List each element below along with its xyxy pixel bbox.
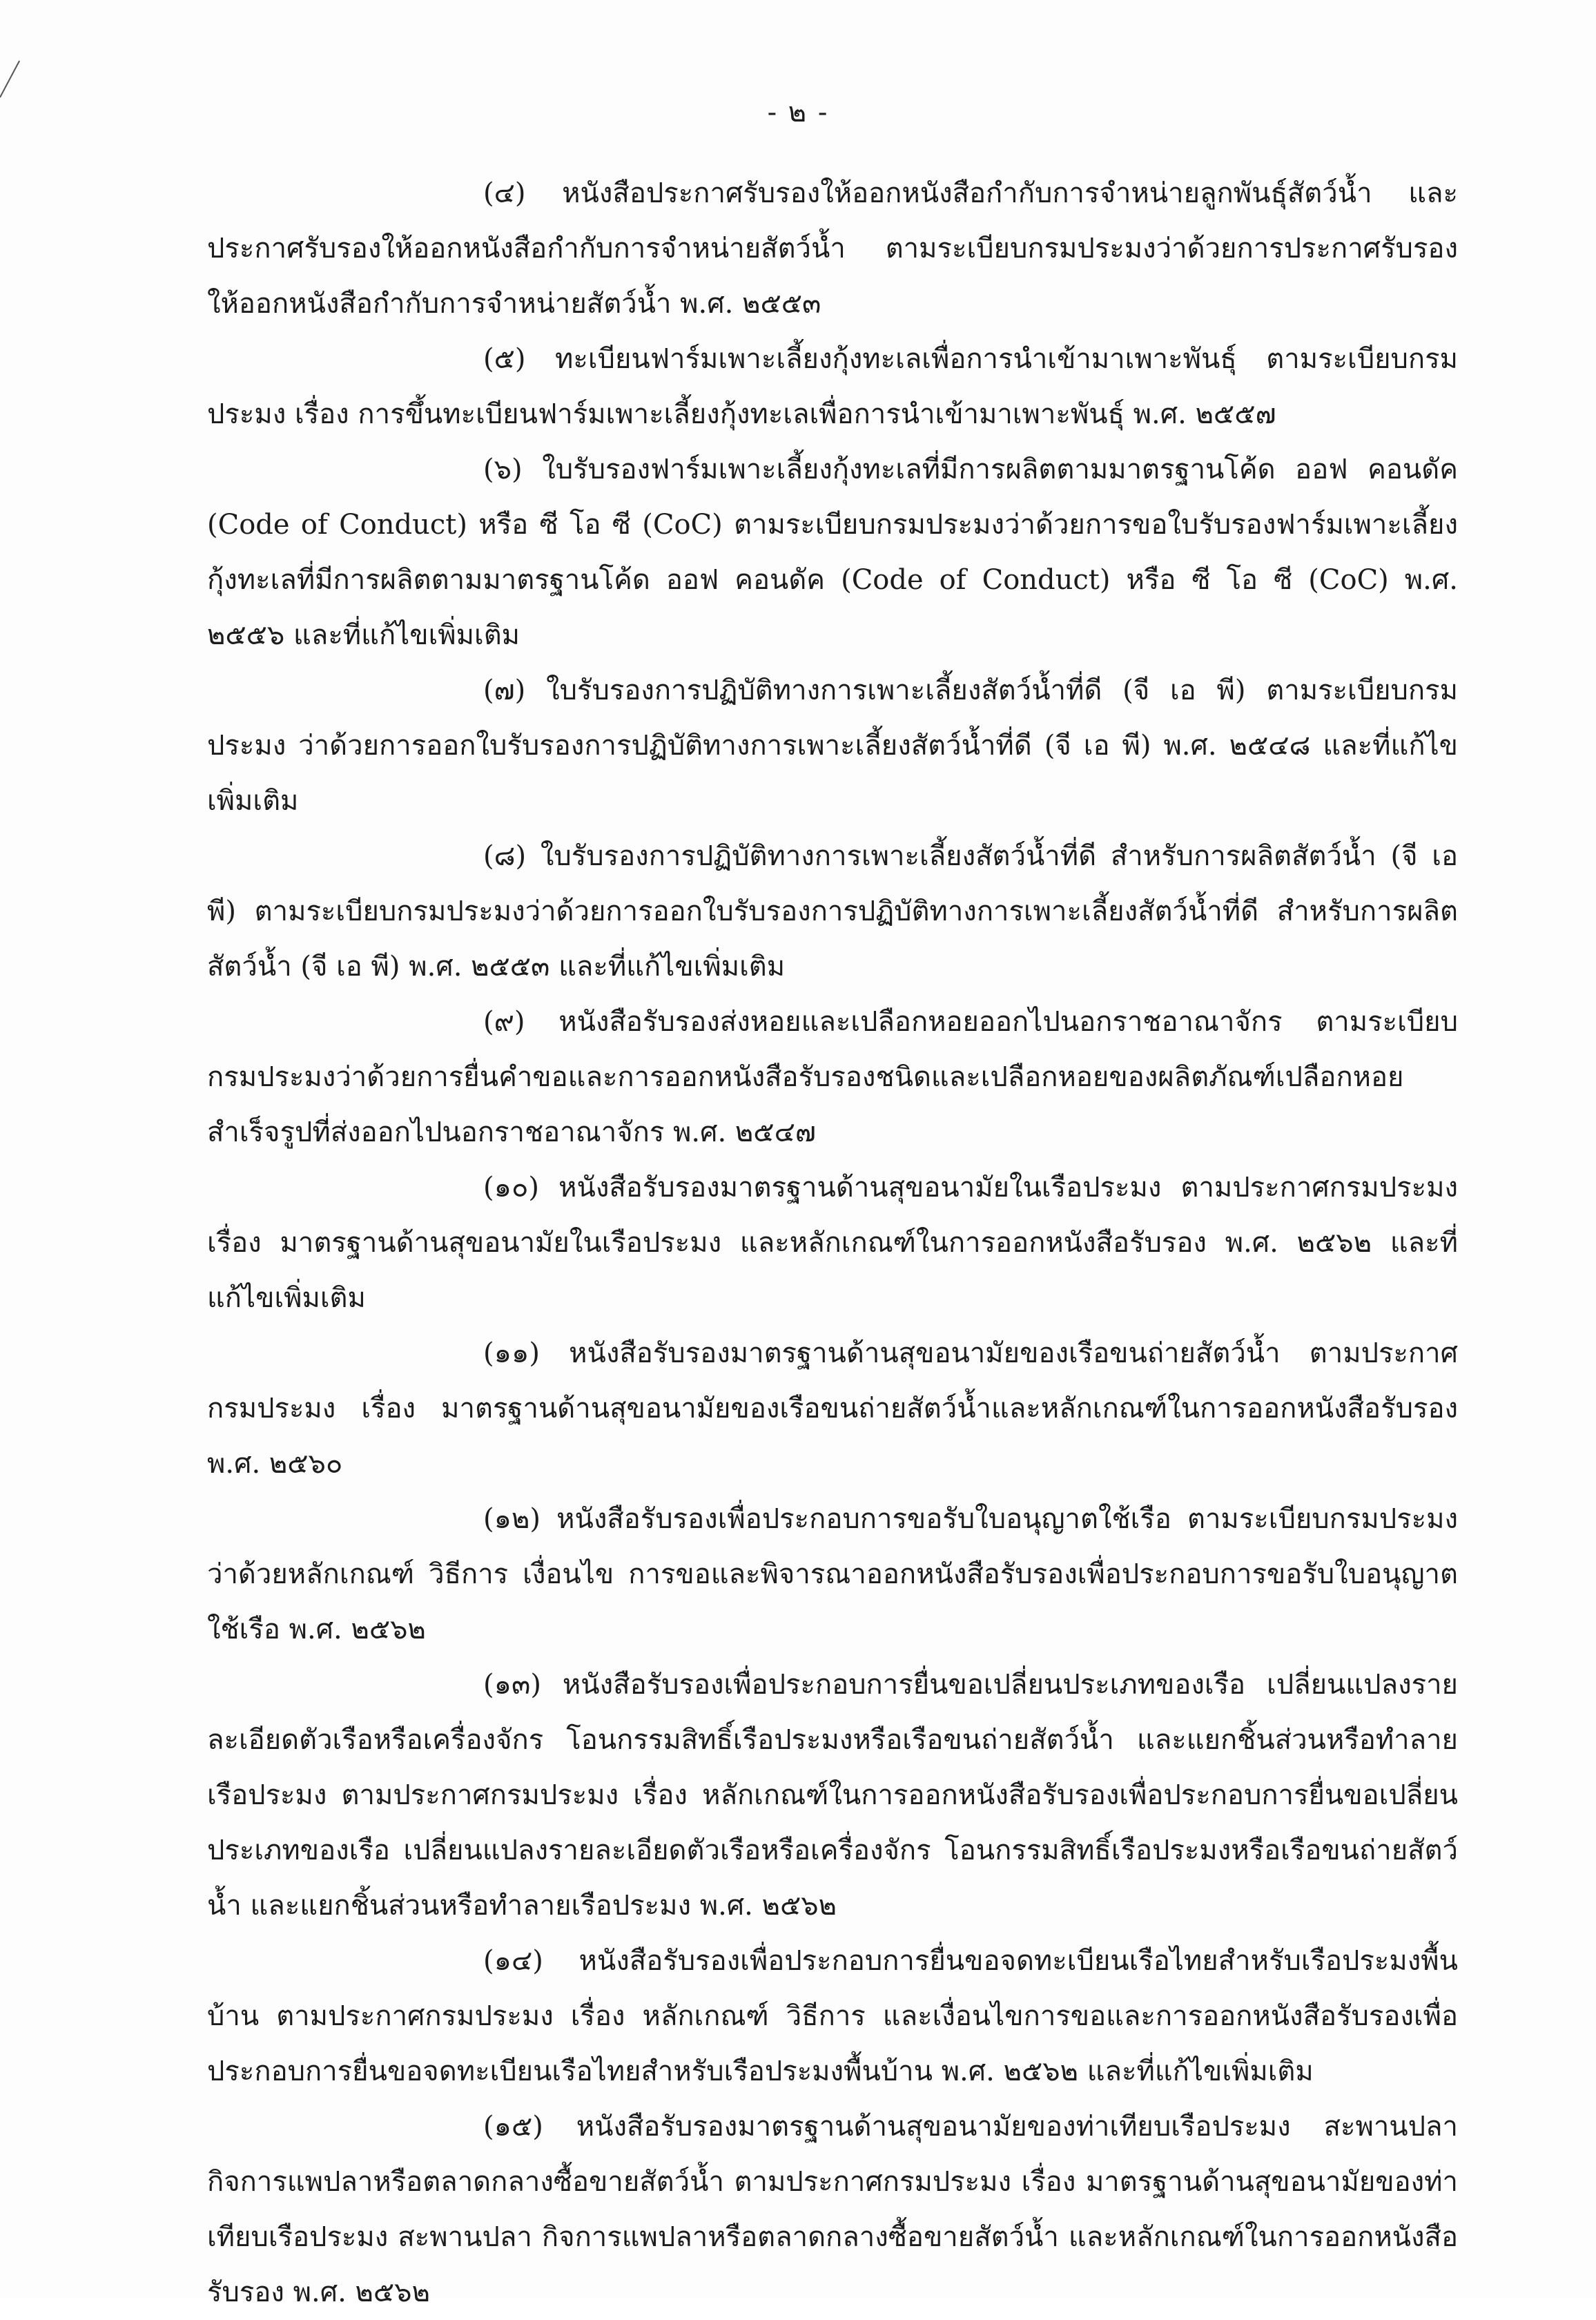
list-item-13: (๑๓) หนังสือรับรองเพื่อประกอบการยื่นขอเปลี่ยนประเภทของเรือ เปลี่ยนแปลงรายละเอียดตัวเรือหรือเครื่องจักร โอนกรรมสิทธิ์เรือประมงหรือเรือขนถ่ายสัตว์น้ำ และแยกชิ้นส่วนหรือทำลายเรือประมง ตามประกาศกรมประมง เรื่อง หลักเกณฑ์ในการออกหนังสือรับรองเพื่อประกอบการยื่นขอเปลี่ยนประเภทของเรือ เปลี่ยนแปลงรายละเอียดตัวเรือหรือเครื่องจักร โอนกรรมสิทธิ์เรือประมงหรือเรือขนถ่ายสัตว์น้ำ และแยกชิ้นส่วนหรือทำลายเรือประมง พ.ศ. ๒๕๖๒ [207,1669,1458,1922]
list-item-4: (๔) หนังสือประกาศรับรองให้ออกหนังสือกำกับการจำหน่ายลูกพันธุ์สัตว์น้ำ และประกาศรับรองให้ออกหนังสือกำกับการจำหน่ายสัตว์น้ำ ตามระเบียบกรมประมงว่าด้วยการประกาศรับรองให้ออกหนังสือกำกับการจำหน่ายสัตว์น้ำ พ.ศ. ๒๕๕๓ [207,177,1458,320]
list-item-7: (๗) ใบรับรองการปฏิบัติทางการเพาะเลี้ยงสัตว์น้ำที่ดี (จี เอ พี) ตามระเบียบกรมประมง ว่าด้วยการออกใบรับรองการปฏิบัติทางการเพาะเลี้ยงสัตว์น้ำที่ดี (จี เอ พี) พ.ศ. ๒๕๔๘ และที่แก้ไขเพิ่มเติม [207,675,1458,817]
list-item-11: (๑๑) หนังสือรับรองมาตรฐานด้านสุขอนามัยของเรือขนถ่ายสัตว์น้ำ ตามประกาศกรมประมง เรื่อง มาตรฐานด้านสุขอนามัยของเรือขนถ่ายสัตว์น้ำและหลักเกณฑ์ในการออกหนังสือรับรอง พ.ศ. ๒๕๖๐ [207,1337,1458,1480]
list-item-6: (๖) ใบรับรองฟาร์มเพาะเลี้ยงกุ้งทะเลที่มีการผลิตตามมาตรฐานโค้ด ออฟ คอนดัค (Code of Conduct) หรือ ซี โอ ซี (CoC) ตามระเบียบกรมประมงว่าด้วยการขอใบรับรองฟาร์มเพาะเลี้ยงกุ้งทะเลที่มีการผลิตตามมาตรฐานโค้ด ออฟ คอนดัค (Code of Conduct) หรือ ซี โอ ซี (CoC) พ.ศ. ๒๕๕๖ และที่แก้ไขเพิ่มเติม [207,454,1458,651]
list-item-5: (๕) ทะเบียนฟาร์มเพาะเลี้ยงกุ้งทะเลเพื่อการนำเข้ามาเพาะพันธุ์ ตามระเบียบกรมประมง เรื่อง การขึ้นทะเบียนฟาร์มเพาะเลี้ยงกุ้งทะเลเพื่อการนำเข้ามาเพาะพันธุ์ พ.ศ. ๒๕๕๗ [207,343,1458,430]
document-body [207,166,1458,2320]
list-item-10: (๑๐) หนังสือรับรองมาตรฐานด้านสุขอนามัยในเรือประมง ตามประกาศกรมประมง เรื่อง มาตรฐานด้านสุขอนามัยในเรือประมง และหลักเกณฑ์ในการออกหนังสือรับรอง พ.ศ. ๒๕๖๒ และที่แก้ไขเพิ่มเติม [207,1172,1459,1314]
list-item-12: (๑๒) หนังสือรับรองเพื่อประกอบการขอรับใบอนุญาตใช้เรือ ตามระเบียบกรมประมง ว่าด้วยหลักเกณฑ์ วิธีการ เงื่อนไข การขอและพิจารณาออกหนังสือรับรองเพื่อประกอบการขอรับใบอนุญาตใช้เรือ พ.ศ. ๒๕๖๒ [207,1503,1458,1645]
list-item-15: (๑๕) หนังสือรับรองมาตรฐานด้านสุขอนามัยของท่าเทียบเรือประมง สะพานปลา กิจการแพปลาหรือตลาดกลางซื้อขายสัตว์น้ำ ตามประกาศกรมประมง เรื่อง มาตรฐานด้านสุขอนามัยของท่าเทียบเรือประมง สะพานปลา กิจการแพปลาหรือตลาดกลางซื้อขายสัตว์น้ำ และหลักเกณฑ์ในการออกหนังสือรับรอง พ.ศ. ๒๕๖๒ [207,2111,1458,2308]
list-item-14: (๑๔) หนังสือรับรองเพื่อประกอบการยื่นขอจดทะเบียนเรือไทยสำหรับเรือประมงพื้นบ้าน ตามประกาศกรมประมง เรื่อง หลักเกณฑ์ วิธีการ และเงื่อนไขการขอและการออกหนังสือรับรองเพื่อประกอบการยื่นขอจดทะเบียนเรือไทยสำหรับเรือประมงพื้นบ้าน พ.ศ. ๒๕๖๒ และที่แก้ไขเพิ่มเติม [207,1945,1458,2087]
page-number: - ๒ - [767,97,829,128]
list-item-8: (๘) ใบรับรองการปฏิบัติทางการเพาะเลี้ยงสัตว์น้ำที่ดี สำหรับการผลิตสัตว์น้ำ (จี เอ พี) ตามระเบียบกรมประมงว่าด้วยการออกใบรับรองการปฏิบัติทางการเพาะเลี้ยงสัตว์น้ำที่ดี สำหรับการผลิตสัตว์น้ำ (จี เอ พี) พ.ศ. ๒๕๕๓ และที่แก้ไขเพิ่มเติม [207,840,1458,983]
list-item-9: (๙) หนังสือรับรองส่งหอยและเปลือกหอยออกไปนอกราชอาณาจักร ตามระเบียบกรมประมงว่าด้วยการยื่นคำขอและการออกหนังสือรับรองชนิดและเปลือกหอยของผลิตภัณฑ์เปลือกหอยสำเร็จรูปที่ส่งออกไปนอกราชอาณาจักร พ.ศ. ๒๕๔๗ [207,1006,1458,1148]
